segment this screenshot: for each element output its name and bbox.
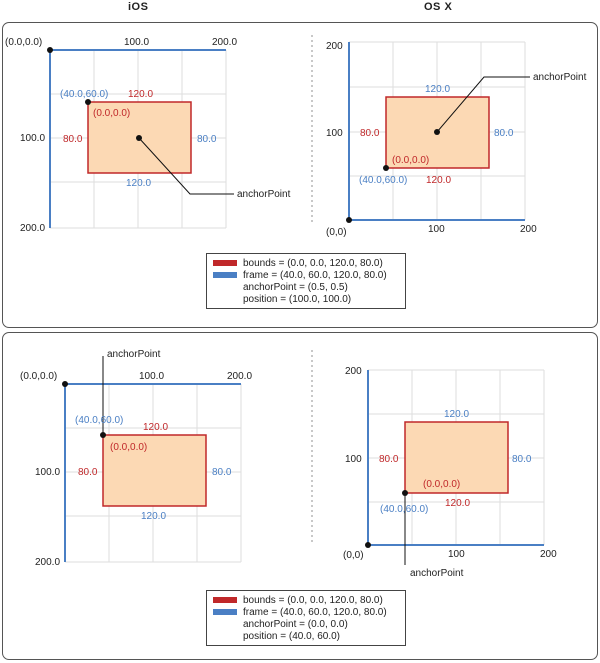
bottom-osx-right-height: 80.0 [512, 454, 532, 465]
top-osx-origin-dot [346, 217, 352, 223]
legend-anchor-text: anchorPoint = (0.5, 0.5) [243, 281, 348, 293]
bottom-ios-ytick-100: 100.0 [35, 467, 61, 478]
top-ios-left-height: 80.0 [63, 134, 83, 145]
osx-heading: OS X [424, 1, 453, 13]
bottom-ios-ytick-200: 200.0 [35, 557, 61, 568]
top-osx-left-height: 80.0 [360, 128, 380, 139]
bottom-ios-bounds-origin-label: (0.0,0.0) [110, 442, 148, 453]
ios-heading: iOS [128, 1, 149, 13]
bottom-ios-right-height: 80.0 [212, 467, 232, 478]
top-osx-bounds-origin-label: (0.0,0.0) [392, 155, 430, 166]
bottom-osx-bounds-origin-label: (0.0,0.0) [423, 479, 461, 490]
legend-bounds-text: bounds = (0.0, 0.0, 120.0, 80.0) [243, 594, 383, 606]
legend-bounds-row [213, 594, 399, 606]
top-ios-ytick-100: 100.0 [20, 133, 46, 144]
bottom-osx-frame-origin-label: (40.0,60.0) [380, 504, 429, 515]
top-ios-ytick-200: 200.0 [20, 223, 46, 234]
bottom-ios-left-height: 80.0 [78, 467, 98, 478]
top-ios-xtick-100: 100.0 [124, 37, 150, 48]
bottom-ios-xtick-100: 100.0 [139, 371, 165, 382]
legend-position-row [213, 630, 399, 642]
top-legend [206, 253, 406, 309]
top-osx-ytick-100: 100 [326, 128, 343, 139]
top-ios-diagram [5, 37, 291, 234]
legend-frame-text: frame = (40.0, 60.0, 120.0, 80.0) [243, 269, 387, 281]
bottom-ios-diagram [20, 349, 252, 568]
legend-anchor-text: anchorPoint = (0.0, 0.0) [243, 618, 348, 630]
legend-position-row [213, 293, 399, 305]
top-ios-origin-dot [47, 47, 53, 53]
bottom-osx-origin-label: (0,0) [343, 550, 364, 561]
top-osx-diagram [326, 41, 587, 238]
legend-position-text: position = (100.0, 100.0) [243, 293, 352, 305]
bottom-osx-origin-dot [365, 542, 371, 548]
bottom-osx-diagram [343, 366, 557, 579]
bottom-legend [206, 590, 406, 646]
top-ios-anchor-label: anchorPoint [237, 189, 291, 200]
top-osx-frame-origin-label: (40.0,60.0) [359, 175, 408, 186]
bounds-swatch [213, 597, 237, 603]
top-osx-xtick-100: 100 [428, 224, 445, 235]
top-ios-xtick-200: 200.0 [212, 37, 238, 48]
legend-anchor-row [213, 618, 399, 630]
top-ios-origin-label: (0.0,0.0) [5, 37, 43, 48]
top-osx-origin-label: (0,0) [326, 227, 347, 238]
bottom-ios-origin-label: (0.0,0.0) [20, 371, 58, 382]
bottom-osx-xtick-200: 200 [540, 549, 557, 560]
legend-position-text: position = (40.0, 60.0) [243, 630, 341, 642]
top-osx-top-width: 120.0 [425, 84, 451, 95]
bottom-osx-anchor-label: anchorPoint [410, 568, 464, 579]
bottom-osx-ytick-200: 200 [345, 366, 362, 377]
legend-anchor-row [213, 281, 399, 293]
bottom-ios-anchor-label: anchorPoint [107, 349, 161, 360]
top-ios-top-width: 120.0 [128, 89, 154, 100]
bounds-swatch [213, 260, 237, 266]
legend-bounds-text: bounds = (0.0, 0.0, 120.0, 80.0) [243, 257, 383, 269]
top-osx-bottom-width: 120.0 [426, 175, 452, 186]
bottom-ios-frame-origin-label: (40.0,60.0) [75, 415, 124, 426]
bottom-osx-bottom-width: 120.0 [445, 498, 471, 509]
top-osx-ytick-200: 200 [326, 41, 343, 52]
top-osx-frame-origin-dot [383, 165, 389, 171]
top-osx-anchor-label: anchorPoint [533, 72, 587, 83]
top-ios-bottom-width: 120.0 [126, 178, 152, 189]
top-ios-right-height: 80.0 [197, 134, 217, 145]
top-osx-right-height: 80.0 [494, 128, 514, 139]
bottom-ios-xtick-200: 200.0 [227, 371, 253, 382]
frame-swatch [213, 609, 237, 615]
legend-bounds-row [213, 257, 399, 269]
legend-frame-row [213, 269, 399, 281]
frame-swatch [213, 272, 237, 278]
bottom-osx-ytick-100: 100 [345, 454, 362, 465]
bottom-osx-top-width: 120.0 [444, 409, 470, 420]
bottom-ios-origin-dot [62, 381, 68, 387]
bottom-osx-xtick-100: 100 [448, 549, 465, 560]
bottom-ios-top-width: 120.0 [143, 422, 169, 433]
top-ios-bounds-origin-label: (0.0,0.0) [93, 108, 131, 119]
top-osx-xtick-200: 200 [520, 224, 537, 235]
top-ios-frame-origin-label: (40.0,60.0) [60, 89, 109, 100]
bottom-osx-left-height: 80.0 [379, 454, 399, 465]
bottom-ios-bottom-width: 120.0 [141, 511, 167, 522]
legend-frame-row [213, 606, 399, 618]
legend-frame-text: frame = (40.0, 60.0, 120.0, 80.0) [243, 606, 387, 618]
